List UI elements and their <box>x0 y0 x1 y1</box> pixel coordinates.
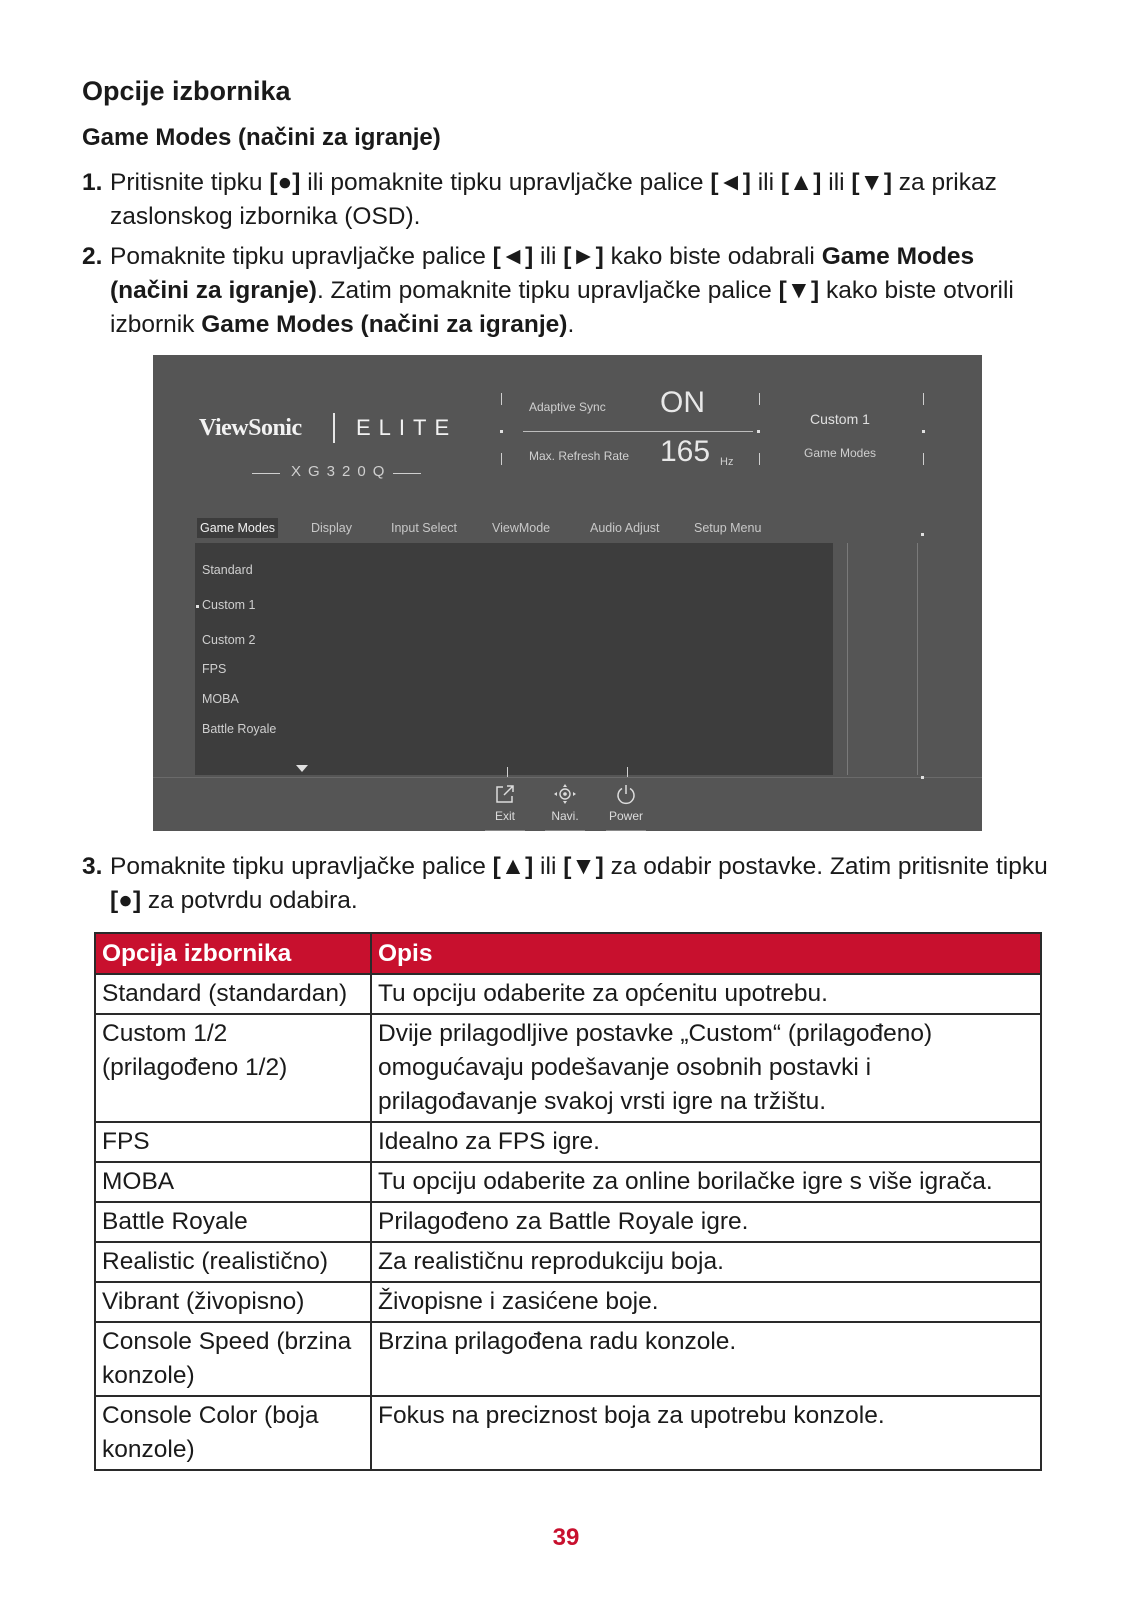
description-cell: Idealno za FPS igre. <box>371 1122 1041 1162</box>
description-cell: Živopisne i zasićene boje. <box>371 1282 1041 1322</box>
tick <box>923 393 924 405</box>
menu-options-table <box>94 932 1042 1471</box>
submenu-column <box>847 543 918 775</box>
table-row <box>95 1122 1041 1162</box>
current-mode-label: Game Modes <box>804 446 877 460</box>
menu-item-moba[interactable]: MOBA <box>202 692 239 706</box>
navi-label: Navi. <box>551 809 579 823</box>
power-button[interactable] <box>604 783 648 823</box>
section-heading: Opcije izbornika <box>82 76 291 106</box>
menu-item-standard[interactable]: Standard <box>202 563 253 577</box>
tick <box>923 453 924 465</box>
header-description: Opis <box>371 933 1041 974</box>
step-1 <box>82 166 1057 234</box>
table-row <box>95 1242 1041 1282</box>
table-row <box>95 1014 1041 1122</box>
exit-button[interactable] <box>483 783 527 823</box>
step-number: 3. <box>82 853 103 880</box>
model-rule-left <box>252 473 280 474</box>
step-text: Pomaknite tipku upravljačke palice [▲] ili [▼] za odabir postavke. Zatim pritisnite tipku [●] za potvrdu odabira. <box>110 853 1048 914</box>
tick <box>757 430 760 433</box>
tick <box>922 430 925 433</box>
tab-input-select[interactable]: Input Select <box>391 521 458 535</box>
stat-divider <box>523 431 753 432</box>
tick <box>627 767 628 777</box>
power-icon <box>604 783 648 809</box>
option-cell: Console Color (boja konzole) <box>95 1396 371 1470</box>
tick <box>500 430 503 433</box>
power-underline <box>606 830 646 831</box>
refresh-rate-value: 165 <box>660 435 711 468</box>
description-cell: Tu opciju odaberite za online borilačke igre s više igrača. <box>371 1162 1041 1202</box>
description-cell: Dvije prilagodljive postavke „Custom“ (prilagođeno) omogućavaju podešavanje osobnih postavki i prilagođavanje svakoj vrsti igre na tržištu. <box>371 1014 1041 1122</box>
adaptive-sync-label: Adaptive Sync <box>529 400 606 414</box>
viewsonic-logo: ViewSonic <box>199 415 302 441</box>
menu-item-custom-2[interactable]: Custom 2 <box>202 633 256 647</box>
option-cell: Custom 1/2 (prilagođeno 1/2) <box>95 1014 371 1122</box>
exit-icon <box>483 783 527 809</box>
exit-label: Exit <box>494 809 515 823</box>
exit-underline <box>485 830 525 831</box>
table-header-row <box>95 933 1041 974</box>
scroll-down-icon[interactable] <box>296 765 308 772</box>
option-cell: FPS <box>95 1122 371 1162</box>
table-row <box>95 1162 1041 1202</box>
selected-indicator <box>196 605 199 608</box>
current-mode: Custom 1 <box>810 411 870 427</box>
navi-underline <box>545 830 585 831</box>
refresh-rate-label: Max. Refresh Rate <box>529 449 630 463</box>
tick <box>921 533 924 536</box>
table-row <box>95 1396 1041 1470</box>
step-number: 1. <box>82 169 103 196</box>
model-name: XG320Q <box>291 463 392 480</box>
tick <box>759 453 760 465</box>
description-cell: Tu opciju odaberite za općenitu upotrebu. <box>371 974 1041 1014</box>
description-cell: Brzina prilagođena radu konzole. <box>371 1322 1041 1396</box>
tick <box>921 776 924 779</box>
tick <box>501 453 502 465</box>
model-rule-right <box>393 473 421 474</box>
tick <box>507 767 508 777</box>
logo-divider <box>333 413 335 443</box>
tab-audio-adjust[interactable]: Audio Adjust <box>590 521 660 535</box>
header-option: Opcija izbornika <box>95 933 371 974</box>
description-cell: Fokus na preciznost boja za upotrebu konzole. <box>371 1396 1041 1470</box>
page-number: 39 <box>552 1524 580 1551</box>
navi-button[interactable] <box>543 783 587 823</box>
option-cell: Battle Royale <box>95 1202 371 1242</box>
section-subheading: Game Modes (načini za igranje) <box>82 124 441 151</box>
tab-game-modes[interactable]: Game Modes <box>197 518 278 538</box>
step-3 <box>82 850 1057 918</box>
option-cell: Realistic (realistično) <box>95 1242 371 1282</box>
menu-item-fps[interactable]: FPS <box>202 662 227 676</box>
tick <box>759 393 760 405</box>
joystick-icon <box>543 783 587 809</box>
menu-item-custom-1[interactable]: Custom 1 <box>202 598 256 612</box>
table-row <box>95 1322 1041 1396</box>
adaptive-sync-value: ON <box>660 386 705 419</box>
power-label: Power <box>608 809 643 823</box>
option-cell: MOBA <box>95 1162 371 1202</box>
table-row <box>95 974 1041 1014</box>
tab-viewmode[interactable]: ViewMode <box>492 521 551 535</box>
table-row <box>95 1202 1041 1242</box>
step-text: Pomaknite tipku upravljačke palice [◄] ili [►] kako biste odabrali Game Modes (načini za igranje). Zatim pomaknite tipku upravljačke palice [▼] kako biste otvorili izbornik Game Modes (načini za igranje). <box>110 243 1014 338</box>
tab-display[interactable]: Display <box>311 521 352 535</box>
tick <box>501 393 502 405</box>
tab-setup-menu[interactable]: Setup Menu <box>694 521 762 535</box>
step-number: 2. <box>82 243 103 270</box>
description-cell: Prilagođeno za Battle Royale igre. <box>371 1202 1041 1242</box>
step-text: Pritisnite tipku [●] ili pomaknite tipku upravljačke palice [◄] ili [▲] ili [▼] za prikaz zaslonskog izbornika (OSD). <box>110 169 997 230</box>
table-row <box>95 1282 1041 1322</box>
elite-logo: ELITE <box>356 415 458 440</box>
description-cell: Za realističnu reprodukciju boja. <box>371 1242 1041 1282</box>
menu-item-battle-royale[interactable]: Battle Royale <box>202 722 277 736</box>
refresh-rate-unit: Hz <box>720 456 734 468</box>
osd-screenshot <box>153 355 982 831</box>
option-cell: Console Speed (brzina konzole) <box>95 1322 371 1396</box>
step-2 <box>82 240 1057 342</box>
option-cell: Vibrant (živopisno) <box>95 1282 371 1322</box>
option-cell: Standard (standardan) <box>95 974 371 1014</box>
menu-panel <box>195 543 833 775</box>
